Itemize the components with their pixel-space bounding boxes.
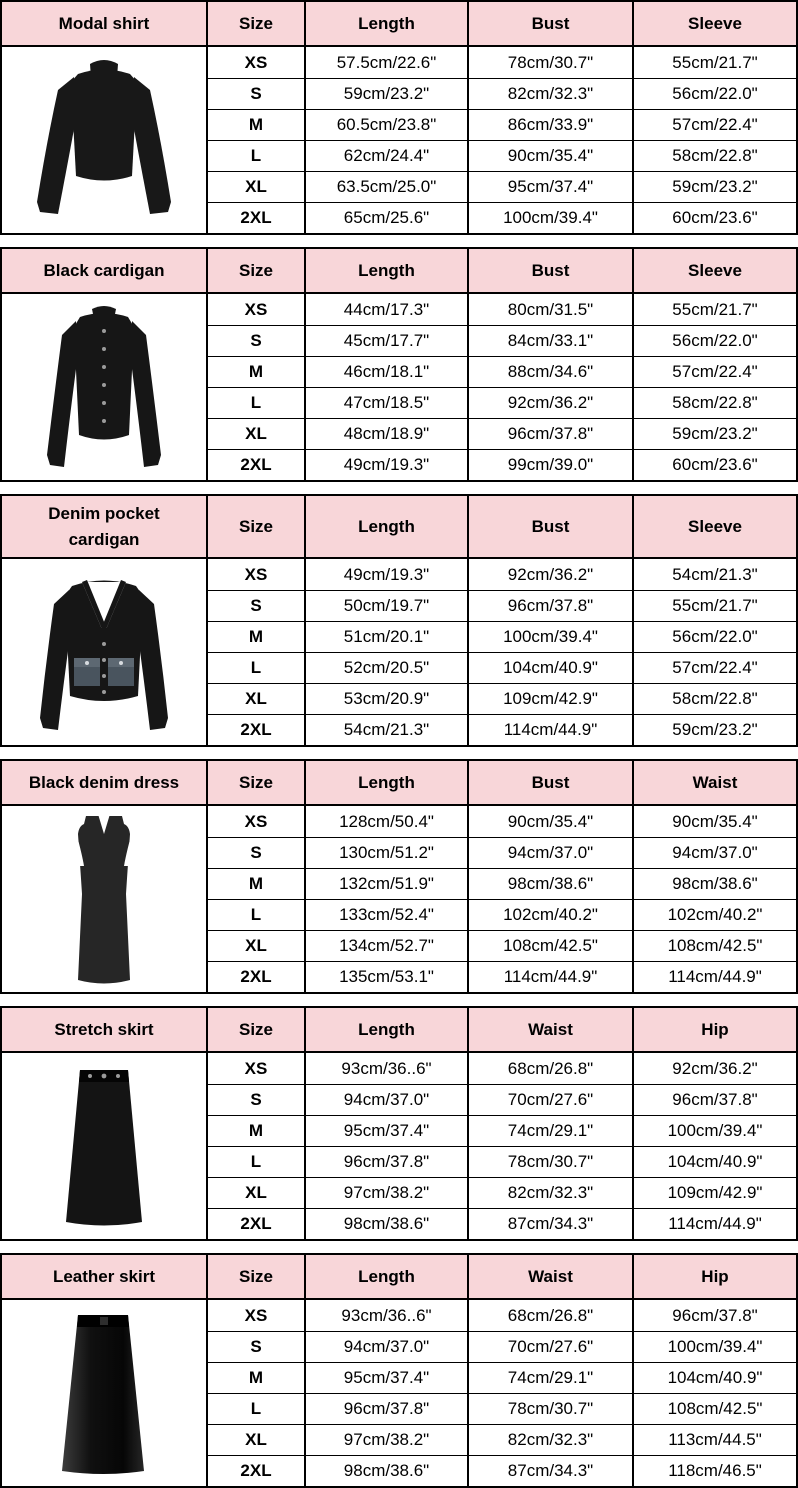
bust-value: 114cm/44.9" — [467, 961, 632, 992]
bust-value: 96cm/37.8" — [467, 590, 632, 621]
sleeve-value: 59cm/23.2" — [632, 171, 796, 202]
waist-value: 68cm/26.8" — [467, 1300, 632, 1331]
waist-value: 87cm/34.3" — [467, 1455, 632, 1486]
sleeve-value: 56cm/22.0" — [632, 621, 796, 652]
bust-value: 90cm/35.4" — [467, 140, 632, 171]
size-value: 2XL — [206, 449, 304, 480]
col-header-length: Length — [304, 1255, 467, 1300]
hip-value: 113cm/44.5" — [632, 1424, 796, 1455]
bust-value: 109cm/42.9" — [467, 683, 632, 714]
product-name: Black denim dress — [2, 761, 206, 806]
bust-value: 92cm/36.2" — [467, 387, 632, 418]
bust-value: 114cm/44.9" — [467, 714, 632, 745]
size-value: XL — [206, 683, 304, 714]
hip-value: 104cm/40.9" — [632, 1362, 796, 1393]
hip-value: 92cm/36.2" — [632, 1053, 796, 1084]
waist-value: 70cm/27.6" — [467, 1331, 632, 1362]
size-value: S — [206, 590, 304, 621]
size-value: XL — [206, 930, 304, 961]
waist-value: 87cm/34.3" — [467, 1208, 632, 1239]
length-value: 50cm/19.7" — [304, 590, 467, 621]
size-value: L — [206, 652, 304, 683]
col-header-size: Size — [206, 1255, 304, 1300]
col-header-bust: Bust — [467, 249, 632, 294]
waist-value: 68cm/26.8" — [467, 1053, 632, 1084]
size-value: 2XL — [206, 1455, 304, 1486]
col-header-waist: Waist — [467, 1255, 632, 1300]
col-header-sleeve: Sleeve — [632, 496, 796, 559]
size-value: L — [206, 387, 304, 418]
length-value: 63.5cm/25.0" — [304, 171, 467, 202]
size-value: XL — [206, 1424, 304, 1455]
length-value: 96cm/37.8" — [304, 1393, 467, 1424]
length-value: 49cm/19.3" — [304, 559, 467, 590]
waist-value: 78cm/30.7" — [467, 1393, 632, 1424]
waist-value: 70cm/27.6" — [467, 1084, 632, 1115]
size-value: S — [206, 78, 304, 109]
length-value: 93cm/36..6" — [304, 1300, 467, 1331]
length-value: 130cm/51.2" — [304, 837, 467, 868]
sleeve-value: 60cm/23.6" — [632, 202, 796, 233]
length-value: 59cm/23.2" — [304, 78, 467, 109]
hip-value: 118cm/46.5" — [632, 1455, 796, 1486]
length-value: 47cm/18.5" — [304, 387, 467, 418]
length-value: 97cm/38.2" — [304, 1177, 467, 1208]
length-value: 133cm/52.4" — [304, 899, 467, 930]
size-value: S — [206, 837, 304, 868]
stretch-skirt-photo — [2, 1053, 206, 1239]
sleeve-value: 58cm/22.8" — [632, 683, 796, 714]
sleeve-value: 59cm/23.2" — [632, 714, 796, 745]
product-name: Denim pocket cardigan — [2, 496, 206, 559]
product-name: Black cardigan — [2, 249, 206, 294]
product-name: Leather skirt — [2, 1255, 206, 1300]
size-value: M — [206, 1362, 304, 1393]
bust-value: 95cm/37.4" — [467, 171, 632, 202]
bust-value: 100cm/39.4" — [467, 621, 632, 652]
sleeve-value: 55cm/21.7" — [632, 590, 796, 621]
length-value: 95cm/37.4" — [304, 1362, 467, 1393]
size-value: M — [206, 868, 304, 899]
bust-value: 94cm/37.0" — [467, 837, 632, 868]
bust-value: 78cm/30.7" — [467, 47, 632, 78]
black-cardigan-photo — [2, 294, 206, 480]
length-value: 54cm/21.3" — [304, 714, 467, 745]
col-header-bust: Bust — [467, 2, 632, 47]
size-value: XS — [206, 806, 304, 837]
bust-value: 96cm/37.8" — [467, 418, 632, 449]
size-table-black-cardigan — [0, 247, 798, 482]
length-value: 94cm/37.0" — [304, 1331, 467, 1362]
bust-value: 92cm/36.2" — [467, 559, 632, 590]
size-value: XS — [206, 1053, 304, 1084]
sleeve-value: 56cm/22.0" — [632, 78, 796, 109]
size-value: 2XL — [206, 961, 304, 992]
size-value: L — [206, 1146, 304, 1177]
bust-value: 80cm/31.5" — [467, 294, 632, 325]
size-table-modal-shirt — [0, 0, 798, 235]
col-header-hip: Hip — [632, 1255, 796, 1300]
denim-pocket-cardigan-photo — [2, 559, 206, 745]
length-value: 48cm/18.9" — [304, 418, 467, 449]
bust-value: 84cm/33.1" — [467, 325, 632, 356]
col-header-sleeve: Sleeve — [632, 2, 796, 47]
col-header-length: Length — [304, 1008, 467, 1053]
waist-value: 78cm/30.7" — [467, 1146, 632, 1177]
length-value: 60.5cm/23.8" — [304, 109, 467, 140]
sleeve-value: 57cm/22.4" — [632, 109, 796, 140]
size-value: M — [206, 109, 304, 140]
col-header-size: Size — [206, 1008, 304, 1053]
length-value: 57.5cm/22.6" — [304, 47, 467, 78]
length-value: 44cm/17.3" — [304, 294, 467, 325]
col-header-bust: Bust — [467, 496, 632, 559]
modal-shirt-photo — [2, 47, 206, 233]
size-table-denim-pocket-cardigan — [0, 494, 798, 747]
bust-value: 102cm/40.2" — [467, 899, 632, 930]
bust-value: 88cm/34.6" — [467, 356, 632, 387]
sleeve-value: 60cm/23.6" — [632, 449, 796, 480]
length-value: 93cm/36..6" — [304, 1053, 467, 1084]
col-header-size: Size — [206, 249, 304, 294]
length-value: 134cm/52.7" — [304, 930, 467, 961]
sleeve-value: 58cm/22.8" — [632, 387, 796, 418]
waist-value: 94cm/37.0" — [632, 837, 796, 868]
size-value: XS — [206, 294, 304, 325]
size-value: S — [206, 325, 304, 356]
sleeve-value: 59cm/23.2" — [632, 418, 796, 449]
col-header-hip: Hip — [632, 1008, 796, 1053]
length-value: 52cm/20.5" — [304, 652, 467, 683]
length-value: 132cm/51.9" — [304, 868, 467, 899]
size-value: XL — [206, 418, 304, 449]
length-value: 46cm/18.1" — [304, 356, 467, 387]
col-header-size: Size — [206, 2, 304, 47]
length-value: 95cm/37.4" — [304, 1115, 467, 1146]
size-table-stretch-skirt — [0, 1006, 798, 1241]
waist-value: 108cm/42.5" — [632, 930, 796, 961]
hip-value: 104cm/40.9" — [632, 1146, 796, 1177]
hip-value: 114cm/44.9" — [632, 1208, 796, 1239]
col-header-waist: Waist — [632, 761, 796, 806]
leather-skirt-photo — [2, 1300, 206, 1486]
hip-value: 108cm/42.5" — [632, 1393, 796, 1424]
size-value: S — [206, 1084, 304, 1115]
size-value: S — [206, 1331, 304, 1362]
length-value: 94cm/37.0" — [304, 1084, 467, 1115]
length-value: 65cm/25.6" — [304, 202, 467, 233]
sleeve-value: 55cm/21.7" — [632, 47, 796, 78]
sleeve-value: 55cm/21.7" — [632, 294, 796, 325]
size-value: L — [206, 899, 304, 930]
black-denim-dress-photo — [2, 806, 206, 992]
bust-value: 104cm/40.9" — [467, 652, 632, 683]
bust-value: 86cm/33.9" — [467, 109, 632, 140]
waist-value: 82cm/32.3" — [467, 1424, 632, 1455]
size-value: M — [206, 1115, 304, 1146]
size-value: M — [206, 621, 304, 652]
product-name: Stretch skirt — [2, 1008, 206, 1053]
size-table-black-denim-dress — [0, 759, 798, 994]
col-header-length: Length — [304, 249, 467, 294]
col-header-length: Length — [304, 2, 467, 47]
hip-value: 100cm/39.4" — [632, 1331, 796, 1362]
hip-value: 100cm/39.4" — [632, 1115, 796, 1146]
bust-value: 82cm/32.3" — [467, 78, 632, 109]
waist-value: 82cm/32.3" — [467, 1177, 632, 1208]
waist-value: 98cm/38.6" — [632, 868, 796, 899]
product-name: Modal shirt — [2, 2, 206, 47]
size-value: XL — [206, 171, 304, 202]
sleeve-value: 56cm/22.0" — [632, 325, 796, 356]
size-value: L — [206, 140, 304, 171]
col-header-size: Size — [206, 761, 304, 806]
sleeve-value: 57cm/22.4" — [632, 356, 796, 387]
length-value: 53cm/20.9" — [304, 683, 467, 714]
size-value: XS — [206, 1300, 304, 1331]
sleeve-value: 58cm/22.8" — [632, 140, 796, 171]
hip-value: 96cm/37.8" — [632, 1084, 796, 1115]
col-header-size: Size — [206, 496, 304, 559]
length-value: 45cm/17.7" — [304, 325, 467, 356]
bust-value: 90cm/35.4" — [467, 806, 632, 837]
length-value: 49cm/19.3" — [304, 449, 467, 480]
length-value: 135cm/53.1" — [304, 961, 467, 992]
waist-value: 74cm/29.1" — [467, 1115, 632, 1146]
size-table-leather-skirt — [0, 1253, 798, 1488]
waist-value: 74cm/29.1" — [467, 1362, 632, 1393]
sleeve-value: 57cm/22.4" — [632, 652, 796, 683]
length-value: 51cm/20.1" — [304, 621, 467, 652]
size-value: XS — [206, 47, 304, 78]
col-header-length: Length — [304, 761, 467, 806]
size-value: L — [206, 1393, 304, 1424]
size-value: 2XL — [206, 714, 304, 745]
bust-value: 108cm/42.5" — [467, 930, 632, 961]
length-value: 96cm/37.8" — [304, 1146, 467, 1177]
waist-value: 114cm/44.9" — [632, 961, 796, 992]
hip-value: 109cm/42.9" — [632, 1177, 796, 1208]
length-value: 98cm/38.6" — [304, 1208, 467, 1239]
col-header-sleeve: Sleeve — [632, 249, 796, 294]
length-value: 97cm/38.2" — [304, 1424, 467, 1455]
sleeve-value: 54cm/21.3" — [632, 559, 796, 590]
size-value: 2XL — [206, 202, 304, 233]
length-value: 128cm/50.4" — [304, 806, 467, 837]
size-value: M — [206, 356, 304, 387]
hip-value: 96cm/37.8" — [632, 1300, 796, 1331]
col-header-length: Length — [304, 496, 467, 559]
bust-value: 99cm/39.0" — [467, 449, 632, 480]
waist-value: 90cm/35.4" — [632, 806, 796, 837]
col-header-bust: Bust — [467, 761, 632, 806]
waist-value: 102cm/40.2" — [632, 899, 796, 930]
length-value: 98cm/38.6" — [304, 1455, 467, 1486]
bust-value: 98cm/38.6" — [467, 868, 632, 899]
size-value: XL — [206, 1177, 304, 1208]
size-value: XS — [206, 559, 304, 590]
bust-value: 100cm/39.4" — [467, 202, 632, 233]
size-value: 2XL — [206, 1208, 304, 1239]
length-value: 62cm/24.4" — [304, 140, 467, 171]
col-header-waist: Waist — [467, 1008, 632, 1053]
